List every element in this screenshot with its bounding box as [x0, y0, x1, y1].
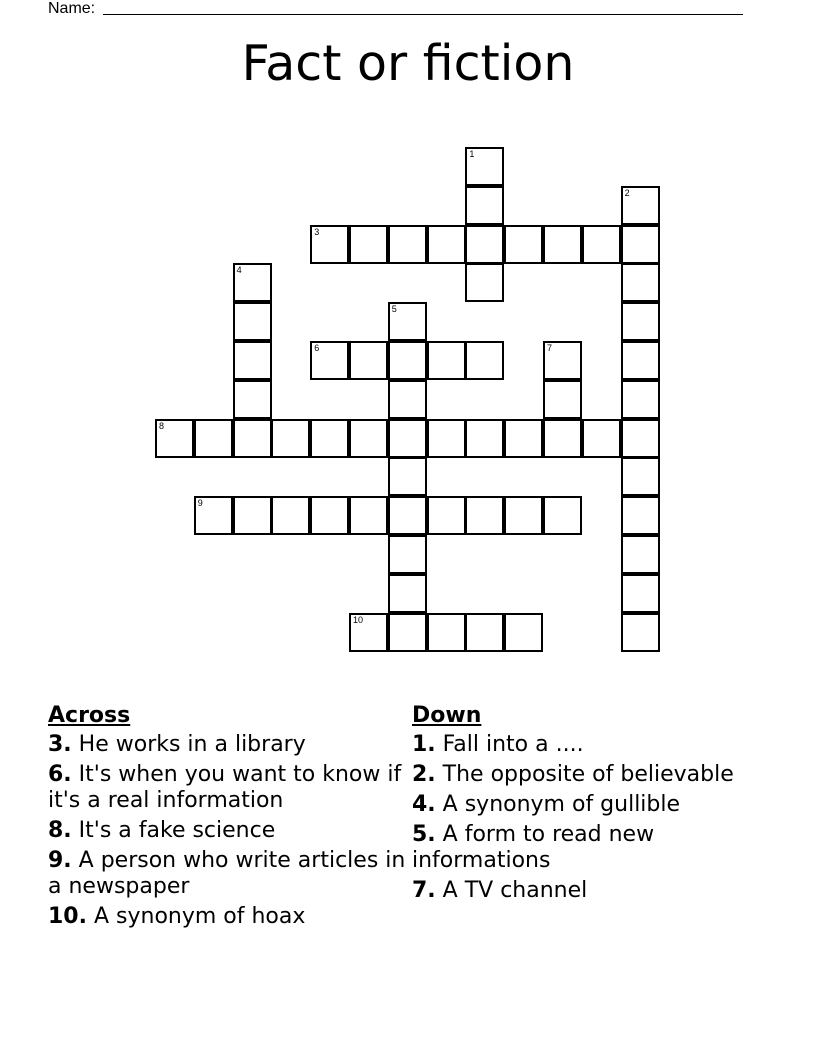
down-clue: [412, 822, 782, 874]
grid-cell[interactable]: [465, 496, 504, 535]
clue-number: 1.: [412, 732, 436, 757]
across-clue: [48, 818, 418, 844]
grid-cell[interactable]: [310, 225, 349, 264]
grid-cell[interactable]: [233, 419, 272, 458]
grid-cell[interactable]: [621, 263, 660, 302]
grid-cell[interactable]: [388, 419, 427, 458]
grid-cell[interactable]: [621, 535, 660, 574]
grid-cell[interactable]: [310, 419, 349, 458]
grid-cell[interactable]: [427, 613, 466, 652]
clue-number: 8.: [48, 818, 72, 843]
grid-cell[interactable]: [621, 613, 660, 652]
clue-number: 6.: [48, 762, 72, 787]
grid-cell[interactable]: [543, 225, 582, 264]
grid-cell[interactable]: [271, 496, 310, 535]
grid-cell[interactable]: [233, 302, 272, 341]
grid-cell[interactable]: [233, 496, 272, 535]
grid-cell[interactable]: [582, 225, 621, 264]
across-clue: [48, 904, 418, 930]
grid-cell[interactable]: [621, 341, 660, 380]
grid-cell[interactable]: [388, 341, 427, 380]
grid-cell[interactable]: [194, 419, 233, 458]
down-clue-list: [412, 732, 782, 904]
grid-cell[interactable]: [465, 419, 504, 458]
grid-cell[interactable]: [465, 186, 504, 225]
grid-cell[interactable]: [349, 341, 388, 380]
grid-cell[interactable]: [427, 496, 466, 535]
clue-number: 9.: [48, 848, 72, 873]
grid-cell[interactable]: [155, 419, 194, 458]
grid-cell[interactable]: [543, 496, 582, 535]
name-label: Name:: [48, 0, 96, 17]
clue-number: 3.: [48, 732, 72, 757]
across-clue-list: [48, 732, 418, 930]
grid-cell[interactable]: [388, 457, 427, 496]
across-clue: [48, 732, 418, 758]
grid-cell[interactable]: [543, 341, 582, 380]
grid-cell[interactable]: [465, 225, 504, 264]
clue-number: 2: [624, 187, 630, 198]
grid-cell[interactable]: [349, 419, 388, 458]
down-heading: Down: [412, 703, 482, 728]
grid-cell[interactable]: [427, 419, 466, 458]
grid-cell[interactable]: [621, 302, 660, 341]
clue-number: 4: [236, 265, 242, 276]
grid-cell[interactable]: [349, 496, 388, 535]
across-clue: [48, 762, 418, 814]
grid-cell[interactable]: [543, 419, 582, 458]
grid-cell[interactable]: [233, 341, 272, 380]
grid-cell[interactable]: [621, 574, 660, 613]
clue-number: 8: [159, 420, 165, 431]
clue-number: 6: [314, 343, 320, 353]
grid-cell[interactable]: [194, 496, 233, 535]
grid-cell[interactable]: [621, 457, 660, 496]
clue-text: A form to read new informations: [412, 822, 655, 873]
grid-cell[interactable]: [388, 225, 427, 264]
down-clue: [412, 762, 782, 788]
across-clue: [48, 848, 418, 900]
grid-cell[interactable]: [310, 341, 349, 380]
grid-cell[interactable]: [388, 496, 427, 535]
grid-cell[interactable]: [465, 341, 504, 380]
clue-number: 3: [314, 226, 320, 237]
grid-cell[interactable]: [271, 419, 310, 458]
grid-cell[interactable]: [427, 341, 466, 380]
clue-text: A synonym of gullible: [435, 792, 681, 817]
clue-number: 10.: [48, 904, 87, 929]
clue-number: 4.: [412, 792, 436, 817]
clue-number: 5: [391, 304, 397, 315]
clue-text: It's when you want to know if it's a real information: [48, 762, 402, 813]
grid-cell[interactable]: [465, 613, 504, 652]
grid-cell[interactable]: [349, 613, 388, 652]
grid-cell[interactable]: [621, 496, 660, 535]
grid-cell[interactable]: [543, 380, 582, 419]
grid-cell[interactable]: [621, 186, 660, 225]
grid-cell[interactable]: [621, 419, 660, 458]
grid-cell[interactable]: [582, 419, 621, 458]
grid-cell[interactable]: [388, 613, 427, 652]
across-clues: [48, 700, 418, 934]
grid-cell[interactable]: [233, 263, 272, 302]
down-clue: [412, 878, 782, 904]
clue-number: 5.: [412, 822, 436, 847]
clue-text: A synonym of hoax: [86, 904, 306, 929]
grid-cell[interactable]: [427, 225, 466, 264]
grid-cell[interactable]: [233, 380, 272, 419]
clue-number: 2.: [412, 762, 436, 787]
page-title: Fact or fiction: [241, 35, 575, 92]
clue-number: 10: [353, 614, 364, 625]
across-heading: Across: [48, 703, 131, 728]
clue-number: 7.: [412, 878, 436, 903]
grid-cell[interactable]: [504, 225, 543, 264]
clue-text: A TV channel: [435, 878, 588, 903]
grid-cell[interactable]: [504, 419, 543, 458]
grid-cell[interactable]: [388, 574, 427, 613]
clue-text: It's a fake science: [71, 818, 276, 843]
clue-number: 7: [547, 343, 553, 353]
grid-cell[interactable]: [621, 380, 660, 419]
grid-cell[interactable]: [388, 535, 427, 574]
grid-cell[interactable]: [504, 613, 543, 652]
grid-cell[interactable]: [465, 263, 504, 302]
grid-cell[interactable]: [621, 225, 660, 264]
grid-cell[interactable]: [388, 380, 427, 419]
clue-text: He works in a library: [71, 732, 306, 757]
clue-text: Fall into a ....: [435, 732, 584, 757]
down-clue: [412, 792, 782, 818]
clue-number: 9: [197, 498, 203, 509]
clue-text: The opposite of believable: [435, 762, 734, 787]
clue-number: 1: [469, 149, 475, 159]
down-clue: [412, 732, 782, 758]
grid-cell[interactable]: [465, 147, 504, 186]
grid-cell[interactable]: [388, 302, 427, 341]
grid-cell[interactable]: [504, 496, 543, 535]
grid-cell[interactable]: [349, 225, 388, 264]
grid-cell[interactable]: [310, 496, 349, 535]
down-clues: [412, 700, 782, 908]
clue-text: A person who write articles in a newspaper: [48, 848, 406, 899]
